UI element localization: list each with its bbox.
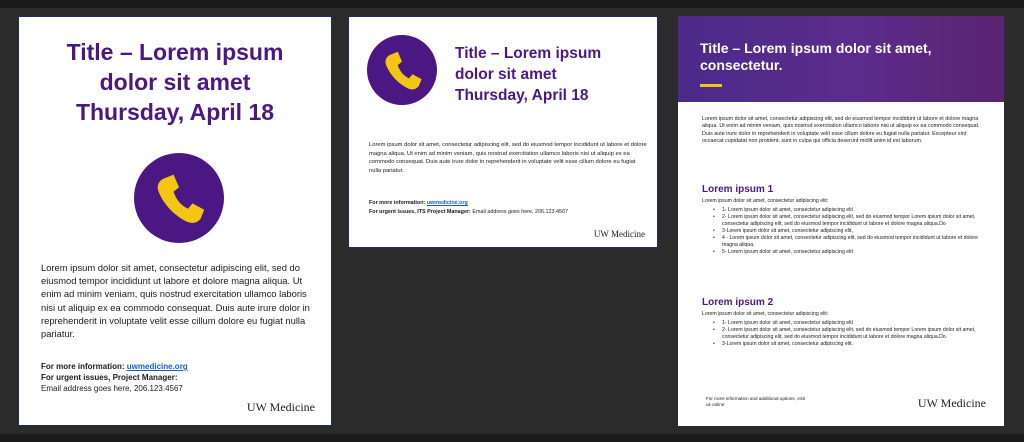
uw-medicine-logo: UW Medicine — [246, 400, 315, 414]
uw-medicine-logo: UW Medicine — [593, 229, 645, 239]
list-item: • 2- Lorem ipsum dolor sit amet, consectetur adipiscing elit, sed do eiusmod tempor Lorem ipsum dolor sit amet, consectetur adipiscing elit, sed do eiusmod tempor incididunt ut labore et dolore magna aliqua.Do — [702, 214, 992, 227]
page1-title-line: Title – Lorem ipsum — [66, 39, 284, 65]
top-dark-bar — [0, 0, 1024, 8]
list-item: • 1- Lorem ipsum dolor sit amet, consectetur adipiscing elit — [702, 320, 992, 327]
page2-title-line: Thursday, April 18 — [455, 87, 589, 104]
list-item: • 4 - Lorem ipsum dolor sit amet, consectetur adipiscing elit, sed do eiusmod tempor incididunt ut labore et dolore magna aliqua. — [702, 235, 992, 248]
uw-medicine-logo: UW Medicine — [917, 396, 986, 410]
section-list — [702, 207, 992, 256]
website-link[interactable]: uwmedicine.org — [426, 200, 468, 206]
list-item: • 3-Lorem ipsum dolor sit amet, consectetur adipiscing elit, — [702, 341, 992, 348]
more-info-label: For more information: — [41, 362, 125, 371]
more-info-label: For more information: — [369, 200, 426, 206]
flyer-portrait — [18, 16, 332, 426]
page1-body: Lorem ipsum dolor sit amet, consectetur adipiscing elit, sed do eiusmod tempor incididunt ut labore et dolore magna aliqua. Ut enim ad minim veniam, quis nostrud exercitation ullamco laboris nisi ut aliquip ex ea commodo consequat. Duis aute irure dolor in reprehenderit in voluptate velit esse cillum dolore eu fugiat nulla pariatur. — [41, 262, 310, 340]
contact-text: Email address goes here, 206.123.4567 — [472, 208, 568, 215]
section-title: Lorem ipsum 2 — [702, 297, 774, 308]
list-item: • 5- Lorem ipsum dolor sit amet, consectetur adipiscing elit — [702, 249, 992, 256]
list-item: • 1- Lorem ipsum dolor sit amet, consectetur adipiscing elit — [702, 207, 992, 214]
section-lead: Lorem ipsum dolor sit amet, consectetur adipiscing elit: — [702, 198, 829, 204]
page2-title-line: Title – Lorem ipsum — [455, 45, 602, 62]
page1-title — [19, 37, 331, 127]
flyer-landscape — [348, 16, 658, 248]
urgent-label: For urgent issues, Project Manager: — [41, 373, 178, 382]
section-1 — [702, 184, 992, 256]
website-link[interactable]: uwmedicine.org — [126, 362, 188, 371]
list-item: • 2- Lorem ipsum dolor sit amet, consectetur adipiscing elit, sed do eiusmod tempor Lorem ipsum dolor sit amet, consectetur adipiscing elit, sed do eiusmod tempor incididunt ut labore et dolore magna aliqua.Do — [702, 327, 992, 340]
section-2 — [702, 297, 992, 348]
page1-title-line: dolor sit amet — [99, 69, 251, 95]
footer-note: For more information and additional options, visit us online — [706, 396, 806, 407]
page1-info — [41, 361, 321, 394]
phone-icon — [134, 153, 224, 243]
document-page — [678, 16, 1004, 426]
section-list — [702, 320, 992, 348]
page3-intro: Lorem ipsum dolor sit amet, consectetur adipiscing elit, sed do eiusmod tempor incididunt ut labore et dolore magna aliqua. Ut enim ad minim veniam, quis nostrud exercitation ullamco laboris nisi ut aliquip ex ea commodo consequat. Duis aute irure dolor in reprehenderit in voluptate velit esse cillum dolore eu fugiat nulla pariatur. Excepteur sint occaecat cupidatat non proident, sunt in culpa qui officia deserunt mollit anim id est laborum. — [702, 116, 980, 145]
page2-body: Lorem ipsum dolor sit amet, consectetur adipiscing elit, sed do eiusmod tempor incididunt ut labore et dolore magna aliqua. Ut enim ad minim veniam, quis nostrud exercitation ullamco laboris nisi ut aliquip ex ea commodo consequat. Duis aute irure dolor in reprehenderit in voluptate velit esse cillum dolore eu fugiat nulla pariatur. — [369, 142, 647, 174]
page2-info — [369, 199, 649, 216]
contact-text: Email address goes here, 206.123.4567 — [41, 384, 183, 393]
page1-title-line: Thursday, April 18 — [75, 99, 275, 125]
header-band — [678, 16, 1004, 102]
section-lead: Lorem ipsum dolor sit amet, consectetur adipiscing elit: — [702, 311, 829, 317]
page3-title: Title – Lorem ipsum dolor sit amet, consectetur. — [700, 40, 932, 73]
list-item: • 3-Lorem ipsum dolor sit amet, consectetur adipiscing elit, — [702, 228, 992, 235]
phone-icon — [367, 35, 437, 105]
page2-title-line: dolor sit amet — [455, 66, 557, 83]
section-title: Lorem ipsum 1 — [702, 184, 774, 195]
page2-title — [455, 43, 655, 106]
accent-rule — [700, 84, 722, 87]
urgent-label: For urgent issues, ITS Project Manager: — [369, 208, 471, 215]
bottom-dark-bar — [0, 434, 1024, 442]
